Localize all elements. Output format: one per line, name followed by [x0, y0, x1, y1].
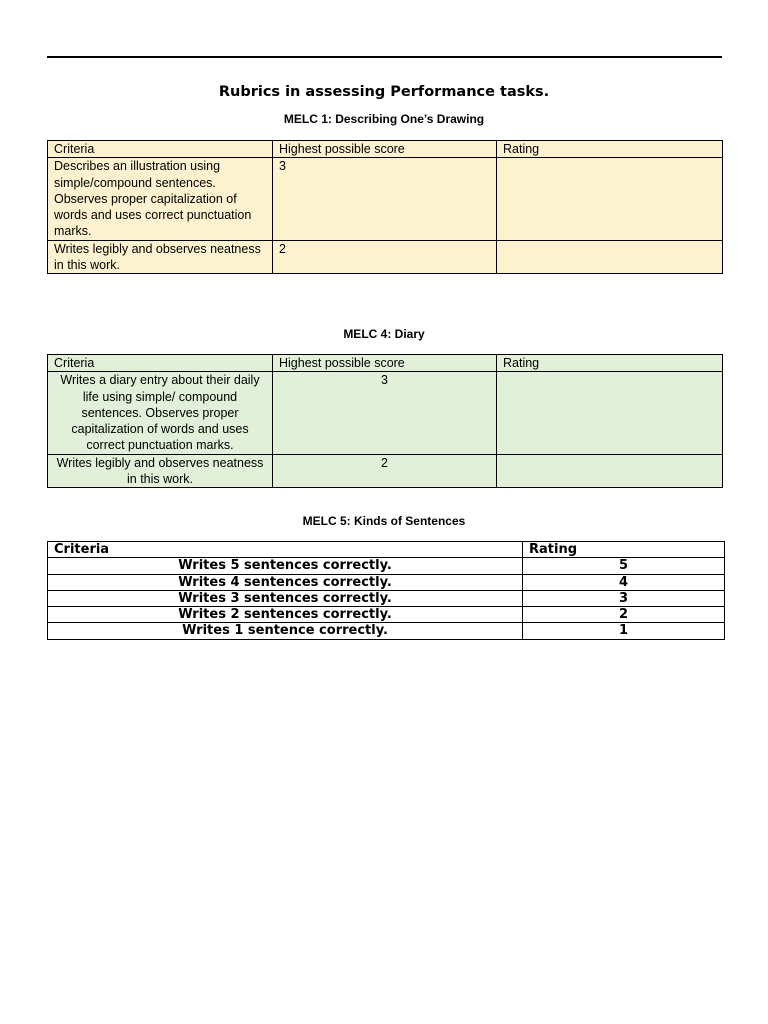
table-row — [48, 454, 723, 488]
header-criteria: Criteria — [48, 141, 273, 158]
page-title: Rubrics in assessing Performance tasks. — [218, 84, 550, 100]
table-row — [48, 240, 723, 274]
table-header-row — [48, 141, 723, 158]
table-row — [48, 372, 723, 454]
header-highest-score: Highest possible score — [273, 141, 497, 158]
criteria-cell: Writes 5 sentences correctly. — [48, 558, 523, 574]
table-row — [48, 158, 723, 240]
table-header-row — [48, 355, 723, 372]
rating-cell: 1 — [523, 623, 725, 639]
rating-cell — [497, 372, 723, 454]
header-criteria: Criteria — [48, 542, 523, 558]
table-row — [48, 574, 725, 590]
table-row — [48, 607, 725, 623]
score-cell: 3 — [273, 372, 497, 454]
table-row — [48, 590, 725, 606]
criteria-cell: Writes a diary entry about their daily life using simple/ compound sentences. Observes proper capitalization of words and uses correct punctuation marks. — [48, 372, 273, 454]
rating-cell: 5 — [523, 558, 725, 574]
score-cell: 2 — [273, 240, 497, 274]
criteria-cell: Writes 4 sentences correctly. — [48, 574, 523, 590]
header-criteria: Criteria — [48, 355, 273, 372]
rating-cell — [497, 240, 723, 274]
score-cell: 3 — [273, 158, 497, 240]
criteria-cell: Writes legibly and observes neatness in this work. — [48, 454, 273, 488]
melc4-title: MELC 4: Diary — [343, 327, 425, 341]
score-cell: 2 — [273, 454, 497, 488]
melc5-title: MELC 5: Kinds of Sentences — [302, 514, 466, 528]
criteria-cell: Writes 2 sentences correctly. — [48, 607, 523, 623]
rating-cell: 2 — [523, 607, 725, 623]
melc5-rubric-table — [47, 541, 725, 640]
criteria-cell: Writes 1 sentence correctly. — [48, 623, 523, 639]
melc1-title: MELC 1: Describing One’s Drawing — [283, 112, 485, 126]
criteria-cell: Writes 3 sentences correctly. — [48, 590, 523, 606]
header-rating: Rating — [497, 141, 723, 158]
header-highest-score: Highest possible score — [273, 355, 497, 372]
criteria-cell: Writes legibly and observes neatness in this work. — [48, 240, 273, 274]
rating-cell: 3 — [523, 590, 725, 606]
rating-cell: 4 — [523, 574, 725, 590]
header-rating: Rating — [497, 355, 723, 372]
criteria-cell: Describes an illustration using simple/compound sentences. Observes proper capitalization of words and uses correct punctuation marks. — [48, 158, 273, 240]
rating-cell — [497, 158, 723, 240]
melc1-rubric-table — [47, 140, 723, 274]
table-row — [48, 558, 725, 574]
rating-cell — [497, 454, 723, 488]
melc4-rubric-table — [47, 354, 723, 488]
table-header-row — [48, 542, 725, 558]
table-row — [48, 623, 725, 639]
header-rule — [47, 56, 722, 58]
header-rating: Rating — [523, 542, 725, 558]
